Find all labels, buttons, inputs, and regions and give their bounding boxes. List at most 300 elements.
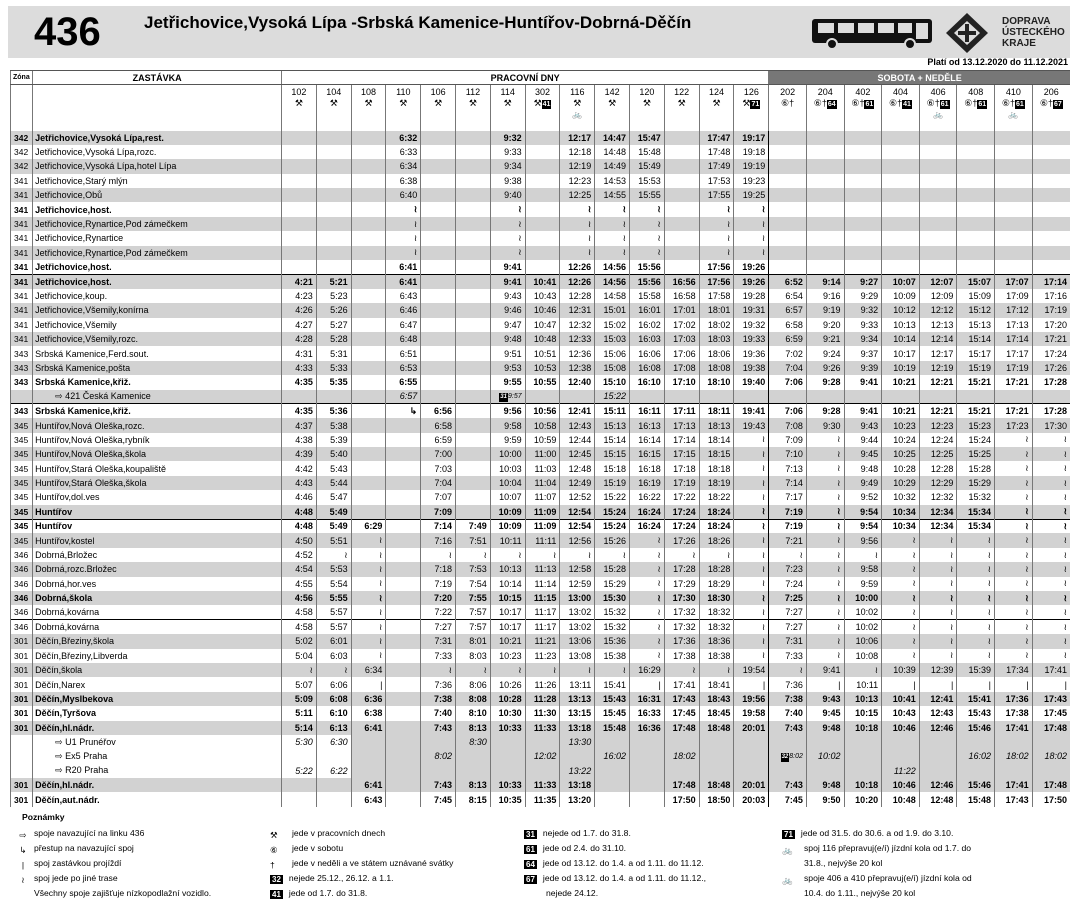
time-cell — [282, 188, 317, 202]
time-cell: 10:33 — [490, 721, 525, 735]
time-cell: 9:33 — [844, 318, 882, 332]
time-cell: 9:21 — [806, 332, 844, 346]
time-cell: ≀ — [882, 577, 920, 591]
time-cell: 7:57 — [456, 620, 491, 634]
time-cell: 10:23 — [882, 418, 920, 432]
time-cell: 18:28 — [699, 562, 734, 576]
time-cell — [282, 217, 317, 231]
time-cell — [351, 188, 386, 202]
time-cell: 16:31 — [630, 692, 665, 706]
time-cell: 17:24 — [664, 519, 699, 533]
time-cell — [1032, 246, 1070, 260]
time-cell — [919, 131, 957, 145]
time-cell — [351, 476, 386, 490]
time-cell: ≀ — [1032, 447, 1070, 461]
time-cell — [664, 390, 699, 404]
time-cell: 12:56 — [560, 533, 595, 547]
time-cell: 17:01 — [664, 303, 699, 317]
time-cell: 12:58 — [560, 562, 595, 576]
time-cell: 12:23 — [919, 418, 957, 432]
time-cell: 17:50 — [1032, 792, 1070, 806]
time-cell — [664, 764, 699, 778]
time-cell — [282, 778, 317, 792]
time-cell: 7:51 — [456, 533, 491, 547]
note-text: jede od 1.7. do 31.8. — [288, 888, 368, 898]
time-cell: 9:27 — [844, 274, 882, 288]
time-cell: 16:01 — [630, 303, 665, 317]
time-cell: 18:01 — [699, 303, 734, 317]
time-cell — [351, 433, 386, 447]
time-cell — [844, 217, 882, 231]
time-cell: ≀ — [1032, 433, 1070, 447]
time-cell: 16:14 — [630, 433, 665, 447]
header — [8, 6, 1070, 58]
trip-header — [734, 85, 769, 131]
note-item — [12, 858, 211, 873]
time-cell — [595, 735, 630, 749]
time-cell — [282, 260, 317, 274]
time-cell — [919, 735, 957, 749]
time-cell — [351, 332, 386, 346]
trip-symbols — [562, 98, 592, 109]
zone: 341 — [11, 202, 33, 216]
time-cell: 7:38 — [421, 692, 456, 706]
time-cell: 10:25 — [882, 447, 920, 461]
weekday-header: PRACOVNÍ DNY — [282, 71, 769, 85]
time-cell — [351, 764, 386, 778]
time-cell: 11:21 — [525, 634, 560, 648]
time-cell: 11:04 — [525, 476, 560, 490]
zone: 343 — [11, 361, 33, 375]
time-cell — [525, 260, 560, 274]
time-cell: 7:07 — [421, 490, 456, 504]
time-cell — [386, 577, 421, 591]
stop-row — [11, 692, 1071, 706]
time-cell — [456, 404, 491, 418]
stop-header: ZASTÁVKA — [33, 71, 282, 85]
time-cell: ≀ — [882, 562, 920, 576]
time-cell: 9:51 — [490, 346, 525, 360]
stop-row — [11, 318, 1071, 332]
time-cell — [351, 361, 386, 375]
time-cell: ≀ — [882, 605, 920, 619]
time-cell — [919, 159, 957, 173]
time-cell: 6:41 — [351, 721, 386, 735]
time-cell: 10:20 — [844, 792, 882, 806]
time-cell — [806, 390, 844, 404]
time-cell: 17:32 — [664, 620, 699, 634]
time-cell — [769, 159, 807, 173]
time-cell: 12:23 — [560, 174, 595, 188]
note-item — [782, 828, 972, 843]
trip-note-badge: 41 — [542, 101, 551, 108]
time-cell — [351, 131, 386, 145]
time-cell — [806, 246, 844, 260]
stop-name: Srbská Kamenice,pošta — [33, 361, 282, 375]
trip-symbols — [667, 98, 697, 109]
time-cell: ≀ — [806, 562, 844, 576]
time-cell — [919, 749, 957, 763]
time-cell: 10:21 — [882, 375, 920, 389]
time-cell: 10:12 — [882, 303, 920, 317]
time-cell: 18:02 — [699, 318, 734, 332]
stop-name: Děčín,Narex — [33, 677, 282, 691]
time-cell: 10:00 — [844, 591, 882, 605]
time-cell: 14:53 — [595, 174, 630, 188]
time-cell: ≀ — [560, 231, 595, 245]
time-cell — [421, 145, 456, 159]
time-cell: 9:43 — [806, 692, 844, 706]
time-cell: 6:54 — [769, 289, 807, 303]
zone: 341 — [11, 174, 33, 188]
note-text: jede od 13.12. do 1.4. a od 1.11. do 11.12., — [542, 873, 707, 883]
time-cell: 4:37 — [282, 418, 317, 432]
time-cell: 5:49 — [316, 519, 351, 533]
time-cell: 5:54 — [316, 577, 351, 591]
time-cell — [525, 159, 560, 173]
trip-symbol-icon: ⚒ — [468, 98, 477, 108]
time-cell: 6:34 — [386, 159, 421, 173]
time-cell — [769, 260, 807, 274]
trip-note-badge: 61 — [940, 101, 949, 108]
time-cell — [919, 260, 957, 274]
time-cell — [386, 548, 421, 562]
note-badge: 31 — [526, 830, 535, 839]
time-cell — [456, 202, 491, 216]
time-cell: 17:24 — [664, 505, 699, 519]
time-cell — [421, 332, 456, 346]
zone: 345 — [11, 505, 33, 519]
time-cell: 15:43 — [595, 692, 630, 706]
stop-row — [11, 519, 1071, 533]
time-cell: 4:35 — [282, 375, 317, 389]
time-cell — [351, 418, 386, 432]
time-cell — [456, 433, 491, 447]
notes-col-4 — [782, 828, 972, 903]
trip-symbols — [528, 98, 558, 109]
time-cell: ≀ — [995, 562, 1033, 576]
time-cell: 9:20 — [806, 318, 844, 332]
time-cell: 12:36 — [560, 346, 595, 360]
time-cell: 5:39 — [316, 433, 351, 447]
time-cell: 17:13 — [995, 318, 1033, 332]
time-cell — [351, 202, 386, 216]
time-cell: 12:19 — [919, 361, 957, 375]
time-cell — [386, 792, 421, 806]
time-cell: 12:43 — [560, 418, 595, 432]
time-cell: ≀ — [630, 217, 665, 231]
connection-row — [11, 764, 1071, 778]
trip-header — [525, 85, 560, 131]
time-cell: 9:38 — [490, 174, 525, 188]
time-cell: 17:38 — [664, 649, 699, 663]
trip-header — [806, 85, 844, 131]
time-cell: 19:36 — [734, 346, 769, 360]
time-cell: 7:36 — [769, 677, 807, 691]
stop-name: ⇨ 421 Česká Kamenice — [33, 390, 282, 404]
trip-symbols — [884, 98, 917, 109]
time-cell — [995, 231, 1033, 245]
time-cell: 10:43 — [525, 289, 560, 303]
time-cell: 5:30 — [282, 735, 317, 749]
stop-name: ⇨ R20 Praha — [33, 764, 282, 778]
time-cell: ≀ — [630, 246, 665, 260]
time-cell: 6:40 — [386, 188, 421, 202]
time-cell — [1032, 202, 1070, 216]
time-cell — [734, 390, 769, 404]
time-cell: ≀ — [734, 649, 769, 663]
time-cell: 19:54 — [734, 663, 769, 677]
note-symbol-icon: 🚲 — [782, 875, 793, 885]
time-cell: 9:56 — [490, 404, 525, 418]
time-cell: ≀ — [995, 591, 1033, 605]
note-item — [524, 828, 706, 843]
time-cell: ≀ — [490, 548, 525, 562]
time-cell: 16:24 — [630, 519, 665, 533]
time-cell: 12:45 — [560, 447, 595, 461]
time-cell: 9:40 — [490, 188, 525, 202]
time-cell: 18:06 — [699, 346, 734, 360]
time-cell — [456, 476, 491, 490]
zone — [11, 764, 33, 778]
time-cell: 9:24 — [806, 346, 844, 360]
time-cell: 16:02 — [630, 318, 665, 332]
time-cell — [1032, 188, 1070, 202]
time-cell: 7:40 — [769, 706, 807, 720]
time-cell: 17:09 — [995, 289, 1033, 303]
time-cell — [995, 735, 1033, 749]
time-cell: 7:13 — [769, 461, 807, 475]
time-cell: ≀ — [919, 533, 957, 547]
time-cell: 8:10 — [456, 706, 491, 720]
time-cell: 17:22 — [664, 490, 699, 504]
time-cell: 19:41 — [734, 404, 769, 418]
time-cell — [282, 246, 317, 260]
time-cell: ≀ — [882, 591, 920, 605]
stop-row — [11, 361, 1071, 375]
time-cell: 8:30 — [456, 735, 491, 749]
stop-name: Jetřichovice,Obů — [33, 188, 282, 202]
time-cell: ≀ — [664, 548, 699, 562]
stop-name: Dobrná,kovárna — [33, 620, 282, 634]
time-cell: ≀ — [490, 231, 525, 245]
time-cell: 20:01 — [734, 721, 769, 735]
time-cell: 6:57 — [769, 303, 807, 317]
stop-row — [11, 677, 1071, 691]
time-cell — [456, 217, 491, 231]
time-cell — [882, 217, 920, 231]
time-cell: 9:58 — [844, 562, 882, 576]
time-cell: 15:22 — [595, 490, 630, 504]
time-cell: ≀ — [630, 634, 665, 648]
time-cell — [351, 260, 386, 274]
time-cell — [664, 159, 699, 173]
time-cell: 15:47 — [630, 131, 665, 145]
trip-symbol-icon: ⚒ — [608, 98, 617, 108]
time-cell — [664, 217, 699, 231]
time-cell: ≀ — [734, 505, 769, 519]
zone-header: Zóna — [11, 71, 33, 85]
time-cell: 17:30 — [664, 591, 699, 605]
time-cell: 9:26 — [806, 361, 844, 375]
stop-name: Jetřichovice,host. — [33, 260, 282, 274]
time-cell: 12:19 — [560, 159, 595, 173]
time-cell: 8:01 — [456, 634, 491, 648]
stop-name: Srbská Kamenice,křiž. — [33, 375, 282, 389]
time-cell: 9:45 — [806, 706, 844, 720]
time-cell: 7:22 — [421, 605, 456, 619]
time-cell: 6:10 — [316, 706, 351, 720]
time-cell — [421, 174, 456, 188]
time-cell: 9:32 — [844, 303, 882, 317]
time-cell: 15:36 — [595, 634, 630, 648]
time-cell: ≀ — [456, 663, 491, 677]
time-cell: 10:03 — [490, 461, 525, 475]
trip-number: 142 — [604, 87, 620, 97]
time-cell: 12:52 — [560, 490, 595, 504]
time-cell: 15:53 — [630, 174, 665, 188]
time-cell: 4:28 — [282, 332, 317, 346]
time-cell — [386, 620, 421, 634]
zone: 301 — [11, 692, 33, 706]
time-cell: 10:21 — [882, 404, 920, 418]
trip-note-badge: 61 — [978, 101, 987, 108]
time-cell: ≀ — [882, 548, 920, 562]
time-cell: 18:14 — [699, 433, 734, 447]
trip-number: 122 — [674, 87, 690, 97]
time-cell: 12:48 — [560, 461, 595, 475]
time-cell: 11:28 — [525, 692, 560, 706]
time-cell: 13:22 — [560, 764, 595, 778]
time-cell: 12:49 — [560, 476, 595, 490]
time-cell: 19:26 — [734, 260, 769, 274]
time-cell: ≀ — [560, 663, 595, 677]
time-cell: ≀ — [919, 634, 957, 648]
trip-symbol-icon: ⚒ — [677, 98, 686, 108]
time-cell — [769, 174, 807, 188]
time-cell — [525, 231, 560, 245]
time-cell: 4:50 — [282, 533, 317, 547]
time-cell: ≀ — [734, 246, 769, 260]
time-cell: 9:14 — [806, 274, 844, 288]
time-cell — [769, 217, 807, 231]
time-cell: 19:38 — [734, 361, 769, 375]
time-cell: 15:02 — [595, 318, 630, 332]
time-cell: 16:02 — [595, 749, 630, 763]
stop-name: Jetřichovice,host. — [33, 202, 282, 216]
time-cell: 9:46 — [490, 303, 525, 317]
time-cell — [806, 145, 844, 159]
time-cell: 18:43 — [699, 692, 734, 706]
time-cell: | — [882, 677, 920, 691]
time-cell: ≀ — [595, 663, 630, 677]
time-cell — [282, 131, 317, 145]
time-cell: ≀ — [734, 634, 769, 648]
time-cell — [386, 418, 421, 432]
zone: 345 — [11, 418, 33, 432]
note-item — [524, 843, 706, 858]
trip-symbols — [354, 98, 384, 109]
time-cell: 17:23 — [995, 418, 1033, 432]
time-cell — [421, 764, 456, 778]
note-text: spoj 116 přepravuj(e/í) jízdní kola od 1.7. do — [804, 843, 972, 853]
time-cell — [844, 231, 882, 245]
time-cell — [386, 749, 421, 763]
time-cell: 16:19 — [630, 476, 665, 490]
stop-name: Jetřichovice,Vysoká Lípa,rest. — [33, 131, 282, 145]
time-cell: ≀ — [421, 663, 456, 677]
time-cell: 10:35 — [490, 792, 525, 806]
time-cell — [282, 145, 317, 159]
note-symbol-icon: | — [21, 860, 25, 870]
time-cell: 18:41 — [699, 677, 734, 691]
stop-name: Dobrná,rozc.Brložec — [33, 562, 282, 576]
note-text: nejede od 1.7. do 31.8. — [542, 828, 631, 838]
time-cell — [456, 246, 491, 260]
note-text: 31.8., nejvýše 20 kol — [804, 858, 883, 868]
time-cell: 11:00 — [525, 447, 560, 461]
time-cell — [957, 174, 995, 188]
time-cell: ≀ — [957, 577, 995, 591]
time-cell: ≀ — [957, 634, 995, 648]
time-cell: 9:33 — [490, 145, 525, 159]
time-cell: 18:08 — [699, 361, 734, 375]
time-cell: ≀ — [806, 649, 844, 663]
zone: 346 — [11, 620, 33, 634]
time-cell — [882, 131, 920, 145]
time-cell — [456, 461, 491, 475]
time-cell — [844, 735, 882, 749]
time-cell: 16:56 — [664, 274, 699, 288]
stop-row — [11, 404, 1071, 418]
trip-note-badge: 61 — [865, 101, 874, 108]
time-cell: 12:28 — [919, 461, 957, 475]
time-cell: 15:55 — [630, 188, 665, 202]
time-cell: 13:02 — [560, 605, 595, 619]
trip-header — [919, 85, 957, 131]
time-cell: 15:46 — [957, 778, 995, 792]
time-cell: 7:19 — [421, 577, 456, 591]
time-cell: 10:07 — [882, 274, 920, 288]
connection-row — [11, 749, 1071, 763]
time-cell: 17:49 — [699, 159, 734, 173]
time-cell — [456, 174, 491, 188]
note-text: přestup na navazující spoj — [34, 843, 134, 853]
time-cell: 17:41 — [995, 721, 1033, 735]
note-symbol-icon: ⑥ — [270, 845, 278, 855]
note-symbol-icon: 🚲 — [782, 845, 793, 855]
time-cell: 12:44 — [560, 433, 595, 447]
time-cell — [386, 461, 421, 475]
time-cell: ≀ — [560, 217, 595, 231]
time-cell: 5:02 — [282, 634, 317, 648]
time-cell: 6:01 — [316, 634, 351, 648]
time-cell: 11:22 — [882, 764, 920, 778]
zone: 342 — [11, 159, 33, 173]
time-cell — [316, 792, 351, 806]
time-cell: 15:45 — [595, 706, 630, 720]
time-cell: 13:30 — [560, 735, 595, 749]
time-cell: 7:00 — [421, 447, 456, 461]
time-cell: 15:09 — [957, 289, 995, 303]
time-cell: 15:48 — [630, 145, 665, 159]
time-cell: 10:09 — [490, 505, 525, 519]
time-cell: 15:19 — [595, 476, 630, 490]
time-cell: ≀ — [1032, 649, 1070, 663]
time-cell: 10:59 — [525, 433, 560, 447]
time-cell: 9:43 — [844, 418, 882, 432]
stop-name: Huntířov,kostel — [33, 533, 282, 547]
